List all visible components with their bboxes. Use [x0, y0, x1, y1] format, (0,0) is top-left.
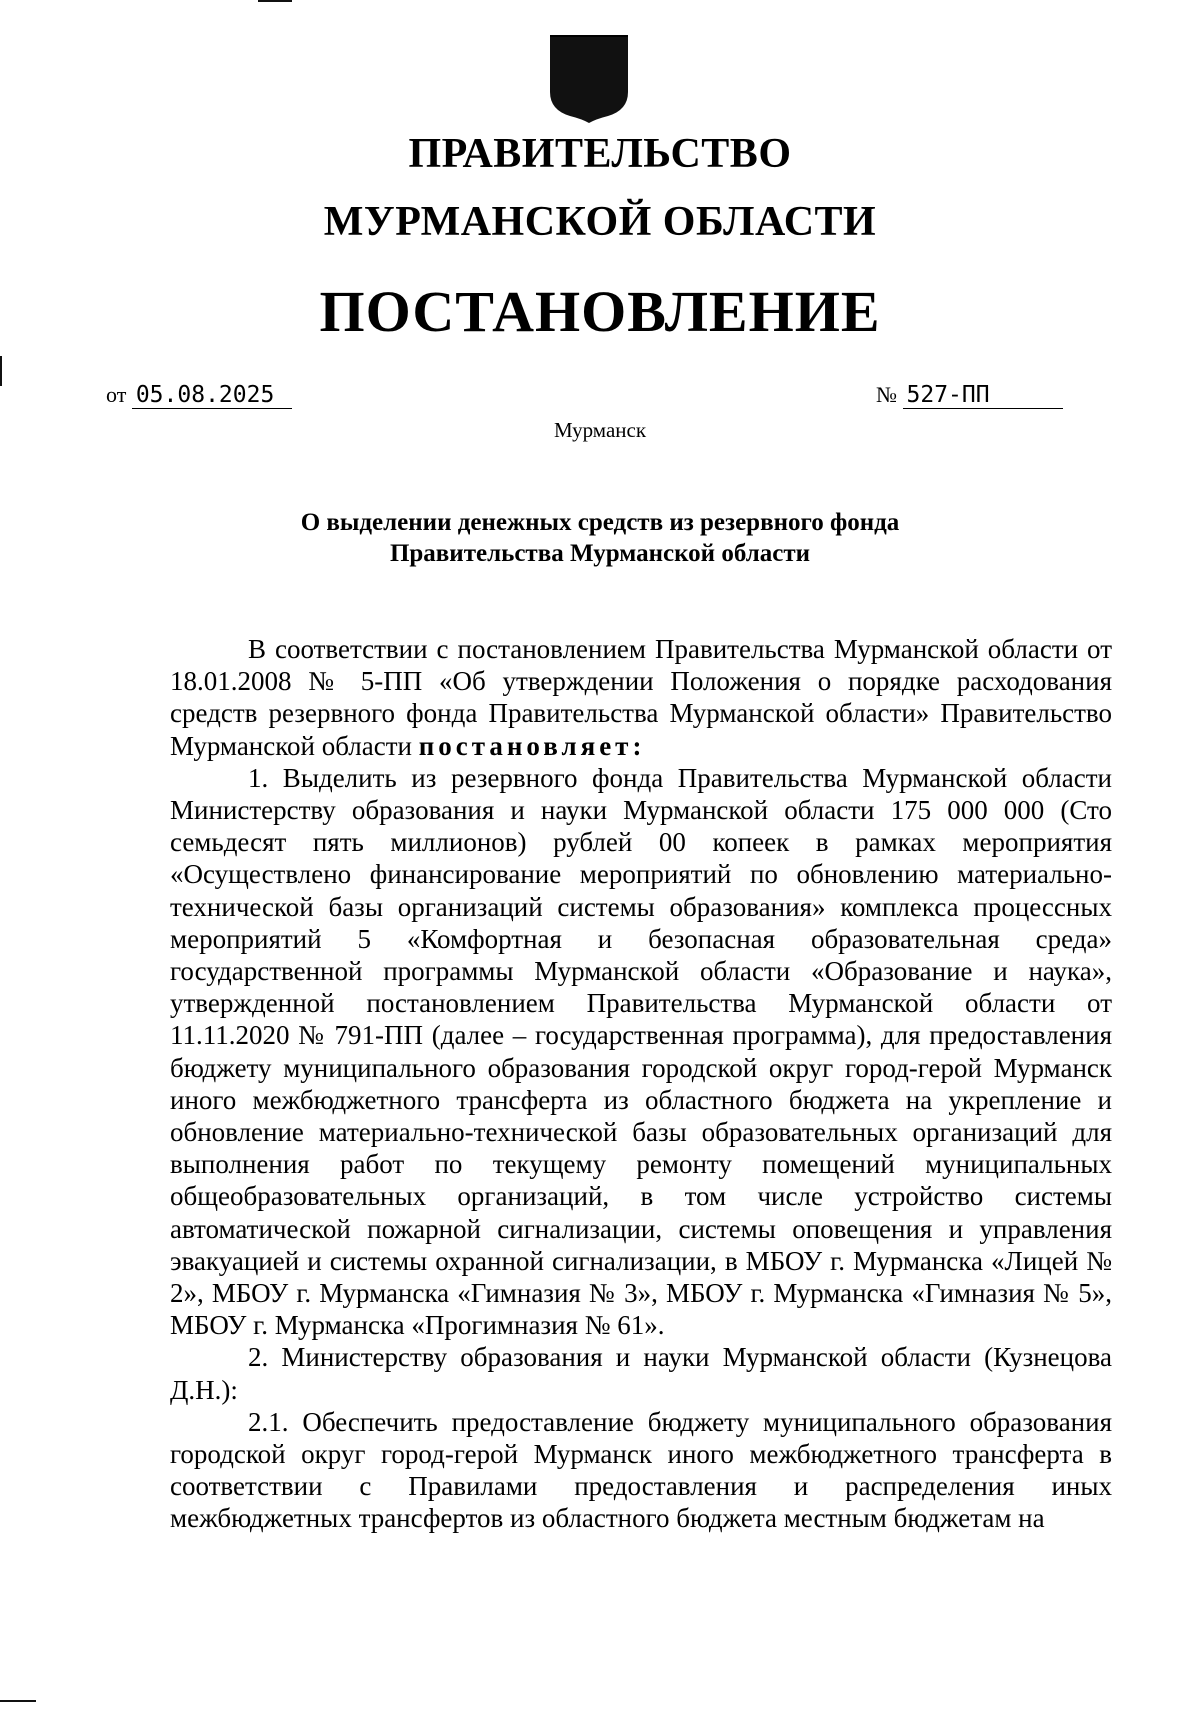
org-name-line-2: МУРМАНСКОЙ ОБЛАСТИ — [323, 199, 877, 245]
date-prefix: от — [106, 382, 127, 407]
scan-mark-bottom — [0, 1700, 36, 1702]
item-2-1-paragraph: 2.1. Обеспечить предоставление бюджету муниципального образования городской округ город-герой Мурманск иного межбюджетного трансферта в соответствии с Правилами предоставления и распределения иных межбюджетных трансфертов из областного бюджета местным бюджетам на — [170, 1406, 1112, 1534]
subject-line-2: Правительства Мурманской области — [389, 540, 811, 567]
preamble-paragraph — [170, 633, 1112, 762]
document-number — [876, 382, 1063, 409]
preamble-text: В соответствии с постановлением Правительства Мурманской области от 18.01.2008 № 5-ПП «Об утверждении Положения о порядке расходования средств резервного фонда Правительства Мурманской области» Правительство Мурманской области — [170, 634, 1112, 761]
scan-mark-left — [0, 356, 2, 386]
document-subject — [0, 507, 1200, 569]
subject-line-1: О выделении денежных средств из резервного фонда — [300, 509, 900, 536]
document-body — [170, 633, 1112, 1535]
org-name-line-1: ПРАВИТЕЛЬСТВО — [408, 131, 792, 177]
scan-mark-top — [258, 0, 292, 2]
item-1-paragraph: 1. Выделить из резервного фонда Правительства Мурманской области Министерству образования и науки Мурманской области 175 000 000 (Сто семьдесят пять миллионов) рублей 00 копеек в рамках мероприятия «Осуществлено финансирование мероприятий по обновлению материально-технической базы организаций системы образования» комплекса процессных мероприятий 5 «Комфортная и безопасная образовательная среда» государственной программы Мурманской области «Образование и наука», утвержденной постановлением Правительства Мурманской области от 11.11.2020 № 791-ПП (далее – государственная программа), для предоставления бюджету муниципального образования городской округ город-герой Мурманск иного межбюджетного трансферта из областного бюджета на укрепление и обновление материально-технической базы образовательных организаций для выполнения работ по текущему ремонту помещений муниципальных общеобразовательных организаций, в том числе устройство системы автоматической пожарной сигнализации, системы оповещения и управления эвакуацией и системы охранной сигнализации, в МБОУ г. Мурманска «Лицей № 2», МБОУ г. Мурманска «Гимназия № 3», МБОУ г. Мурманска «Гимназия № 5», МБОУ г. Мурманска «Прогимназия № 61». — [170, 762, 1112, 1341]
city: Мурманск — [553, 418, 647, 442]
document-date — [106, 382, 292, 409]
decree-word: постановляет: — [418, 730, 646, 761]
number-prefix: № — [876, 382, 897, 407]
number-value: 527-ПП — [903, 382, 1063, 409]
date-value: 05.08.2025 — [132, 382, 292, 409]
item-2-paragraph: 2. Министерству образования и науки Мурманской области (Кузнецова Д.Н.): — [170, 1342, 1112, 1405]
coat-of-arms-icon — [548, 34, 630, 124]
document-type: ПОСТАНОВЛЕНИЕ — [319, 279, 881, 344]
